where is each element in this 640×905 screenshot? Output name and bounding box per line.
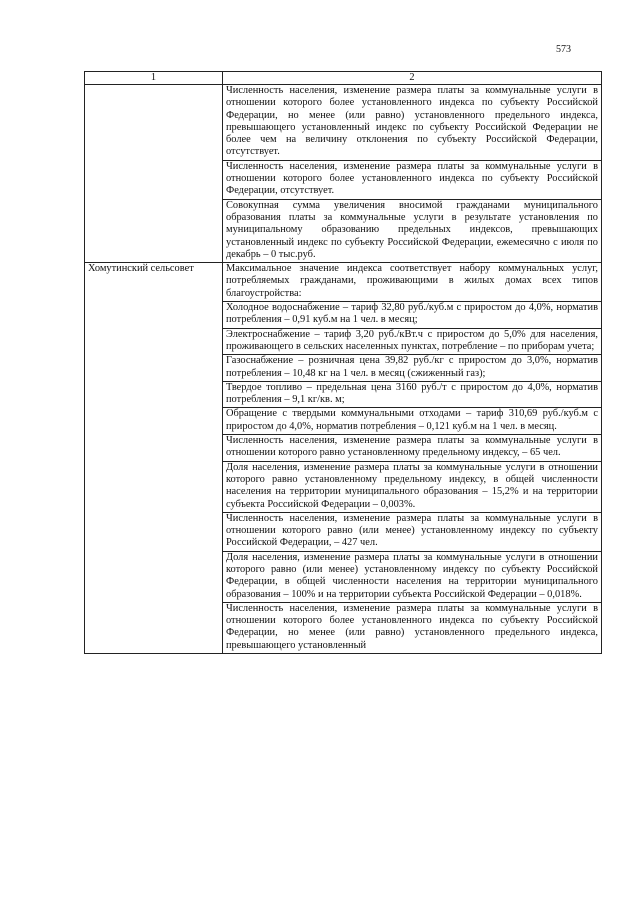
region-name: Хомутинский сельсовет: [85, 263, 223, 654]
paragraph: Доля населения, изменение размера платы за коммунальные услуги в отношении которого равно (или менее) установленному индексу по субъекту Российской Федерации, в общей численности населения на территории муниципального образования – 100% и на территории субъекта Российской Федерации – 0,018%.: [223, 551, 601, 602]
paragraph: Совокупная сумма увеличения вносимой гражданами муниципального образования платы за коммунальные услуги в результате установления по муниципальному образованию предельных индексов, превышающих установленный индекс по субъекту Российской Федерации, ежемесячно с июля по декабрь – 0 тыс.руб.: [223, 199, 601, 262]
document-table: [84, 71, 602, 654]
page-number: 573: [556, 44, 571, 55]
paragraph: Доля населения, изменение размера платы за коммунальные услуги в отношении которого равно установленному предельному индексу, в общей численности населения на территории муниципального образования – 15,2% и на территории субъекта Российской Федерации – 0,003%.: [223, 461, 601, 512]
table-header-row: [85, 72, 602, 85]
row-content: [223, 85, 602, 263]
paragraph: Обращение с твердыми коммунальными отходами – тариф 310,69 руб./куб.м с приростом до 4,0%, норматив потребления – 0,121 куб.м на 1 чел. в месяц.: [223, 407, 601, 434]
row-content: [223, 263, 602, 654]
paragraph: Численность населения, изменение размера платы за коммунальные услуги в отношении которого более установленного индекса по субъекту Российской Федерации, но менее (или равно) установленного предельного индекса, превышающего установленный индекс по субъекту Российской Федерации не более чем на величину отклонения по субъекту Российской Федерации, отсутствует.: [226, 85, 598, 158]
column-header-1: 1: [85, 72, 223, 85]
column-header-2: 2: [223, 72, 602, 85]
paragraph: Твердое топливо – предельная цена 3160 руб./т с приростом до 4,0%, норматив потребления – 9,1 кг/кв. м;: [223, 381, 601, 408]
table-row: [85, 263, 602, 654]
paragraph: Холодное водоснабжение – тариф 32,80 руб./куб.м с приростом до 4,0%, норматив потребления – 0,91 куб.м на 1 чел. в месяц;: [223, 301, 601, 328]
table-row: [85, 85, 602, 263]
paragraph: Максимальное значение индекса соответствует набору коммунальных услуг, потребляемых гражданами, проживающими в жилых домах всех типов благоустройства:: [226, 263, 598, 299]
paragraph: Численность населения, изменение размера платы за коммунальные услуги в отношении которого более установленного индекса по субъекту Российской Федерации, отсутствует.: [223, 160, 601, 199]
paragraph: Численность населения, изменение размера платы за коммунальные услуги в отношении которого равно (или менее) установленному индексу по субъекту Российской Федерации, – 427 чел.: [223, 512, 601, 551]
paragraph: Электроснабжение – тариф 3,20 руб./кВт.ч с приростом до 5,0% для населения, проживающего в сельских населенных пунктах, потребление – по приборам учета;: [223, 328, 601, 355]
paragraph: Численность населения, изменение размера платы за коммунальные услуги в отношении которого равно установленному предельному индексу, – 65 чел.: [223, 434, 601, 461]
paragraph: Численность населения, изменение размера платы за коммунальные услуги в отношении которого более установленного индекса по субъекту Российской Федерации, но менее (или равно) установленного предельного индекса, превышающего установленный: [223, 602, 601, 653]
region-name: [85, 85, 223, 263]
paragraph: Газоснабжение – розничная цена 39,82 руб./кг с приростом до 3,0%, норматив потребления – 10,48 кг на 1 чел. в месяц (сжиженный газ);: [223, 354, 601, 381]
